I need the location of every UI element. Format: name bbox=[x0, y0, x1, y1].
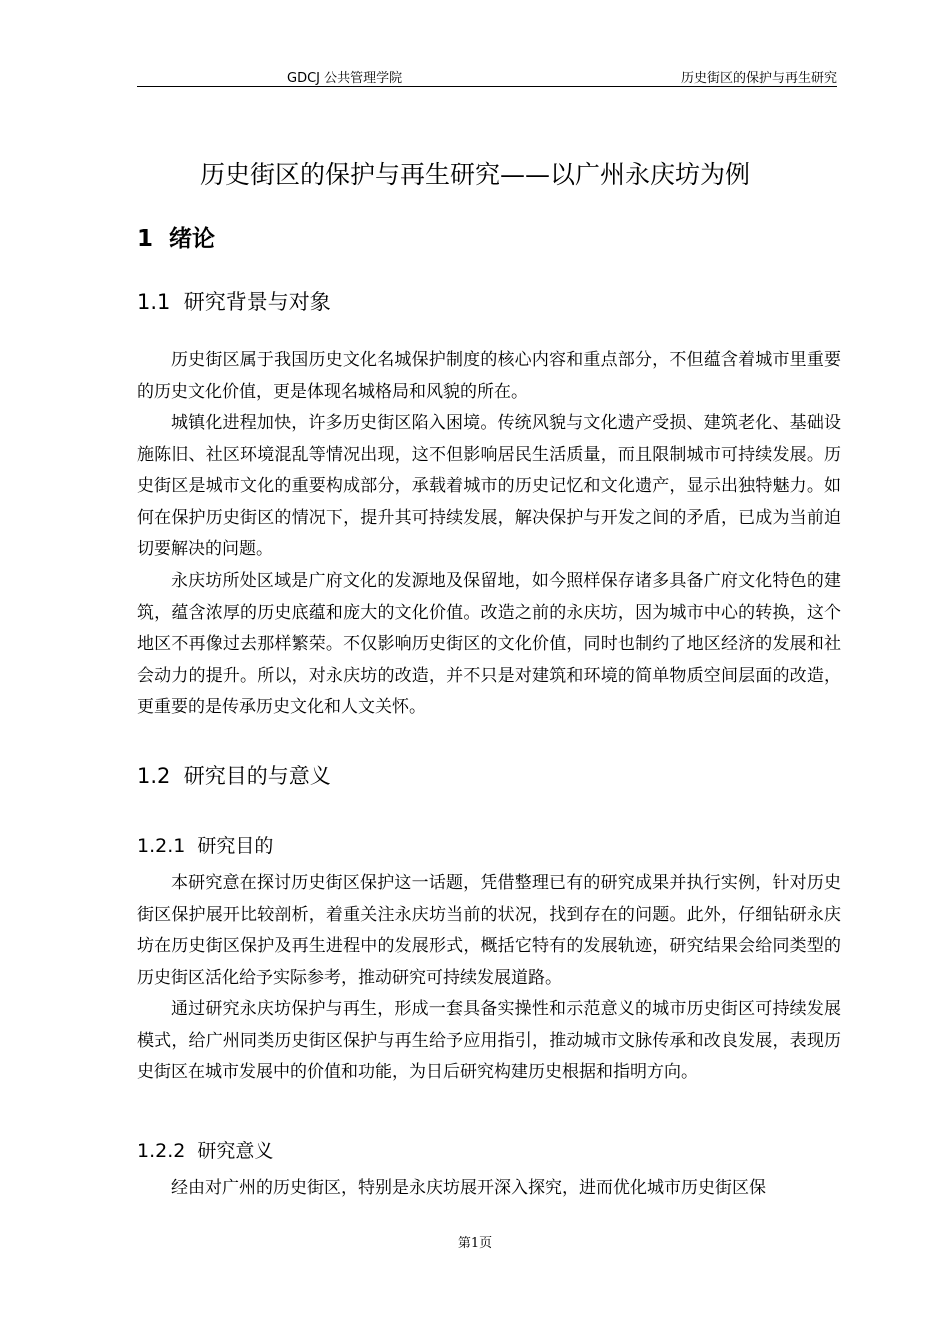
paragraph-1-1-a: 历史街区属于我国历史文化名城保护制度的核心内容和重点部分，不但蕴含着城市里重要的历史文化价值，更是体现名城格局和风貌的所在。 bbox=[137, 350, 841, 402]
section-1-1-heading: 1.1 研究背景与对象 bbox=[137, 290, 331, 314]
paragraph-1-2-2-a: 经由对广州的历史街区，特别是永庆坊展开深入探究，进而优化城市历史街区保 bbox=[171, 1178, 766, 1198]
header-left-text: GDCJ 公共管理学院 bbox=[287, 71, 403, 86]
document-title: 历史街区的保护与再生研究——以广州永庆坊为例 bbox=[199, 160, 750, 189]
section-1-2-heading: 1.2 研究目的与意义 bbox=[137, 764, 331, 788]
page-number: 第1页 bbox=[457, 1236, 493, 1251]
paragraph-1-2-1-b: 通过研究永庆坊保护与再生，形成一套具备实操性和示范意义的城市历史街区可持续发展模式，给广州同类历史街区保护与再生给予应用指引，推动城市文脉传承和改良发展，表现历史街区在城市发展中的价值和功能，为日后研究构建历史根据和指明方向。 bbox=[137, 999, 841, 1082]
paragraph-1-2-1-a: 本研究意在探讨历史街区保护这一话题，凭借整理已有的研究成果并执行实例，针对历史街区保护展开比较剖析，着重关注永庆坊当前的状况，找到存在的问题。此外，仔细钻研永庆坊在历史街区保护及再生进程中的发展形式，概括它特有的发展轨迹，研究结果会给同类型的历史街区活化给予实际参考，推动研究可持续发展道路。 bbox=[137, 873, 841, 988]
section-1-heading: 1 绪论 bbox=[137, 226, 216, 252]
section-1-2-2-heading: 1.2.2 研究意义 bbox=[137, 1140, 274, 1162]
header-right-text: 历史街区的保护与再生研究 bbox=[680, 71, 837, 86]
paragraph-1-1-b: 城镇化进程加快，许多历史街区陷入困境。传统风貌与文化遗产受损、建筑老化、基础设施陈旧、社区环境混乱等情况出现，这不但影响居民生活质量，而且限制城市可持续发展。历史街区是城市文化的重要构成部分，承载着城市的历史记忆和文化遗产，显示出独特魅力。如何在保护历史街区的情况下，提升其可持续发展，解决保护与开发之间的矛盾，已成为当前迫切要解决的问题。 bbox=[137, 413, 841, 559]
paragraph-1-1-c: 永庆坊所处区域是广府文化的发源地及保留地，如今照样保存诸多具备广府文化特色的建筑，蕴含浓厚的历史底蕴和庞大的文化价值。改造之前的永庆坊，因为城市中心的转换，这个地区不再像过去那样繁荣。不仅影响历史街区的文化价值，同时也制约了地区经济的发展和社会动力的提升。所以，对永庆坊的改造，并不只是对建筑和环境的简单物质空间层面的改造，更重要的是传承历史文化和人文关怀。 bbox=[137, 571, 841, 717]
section-1-2-1-heading: 1.2.1 研究目的 bbox=[137, 835, 274, 857]
page-header bbox=[137, 66, 837, 87]
